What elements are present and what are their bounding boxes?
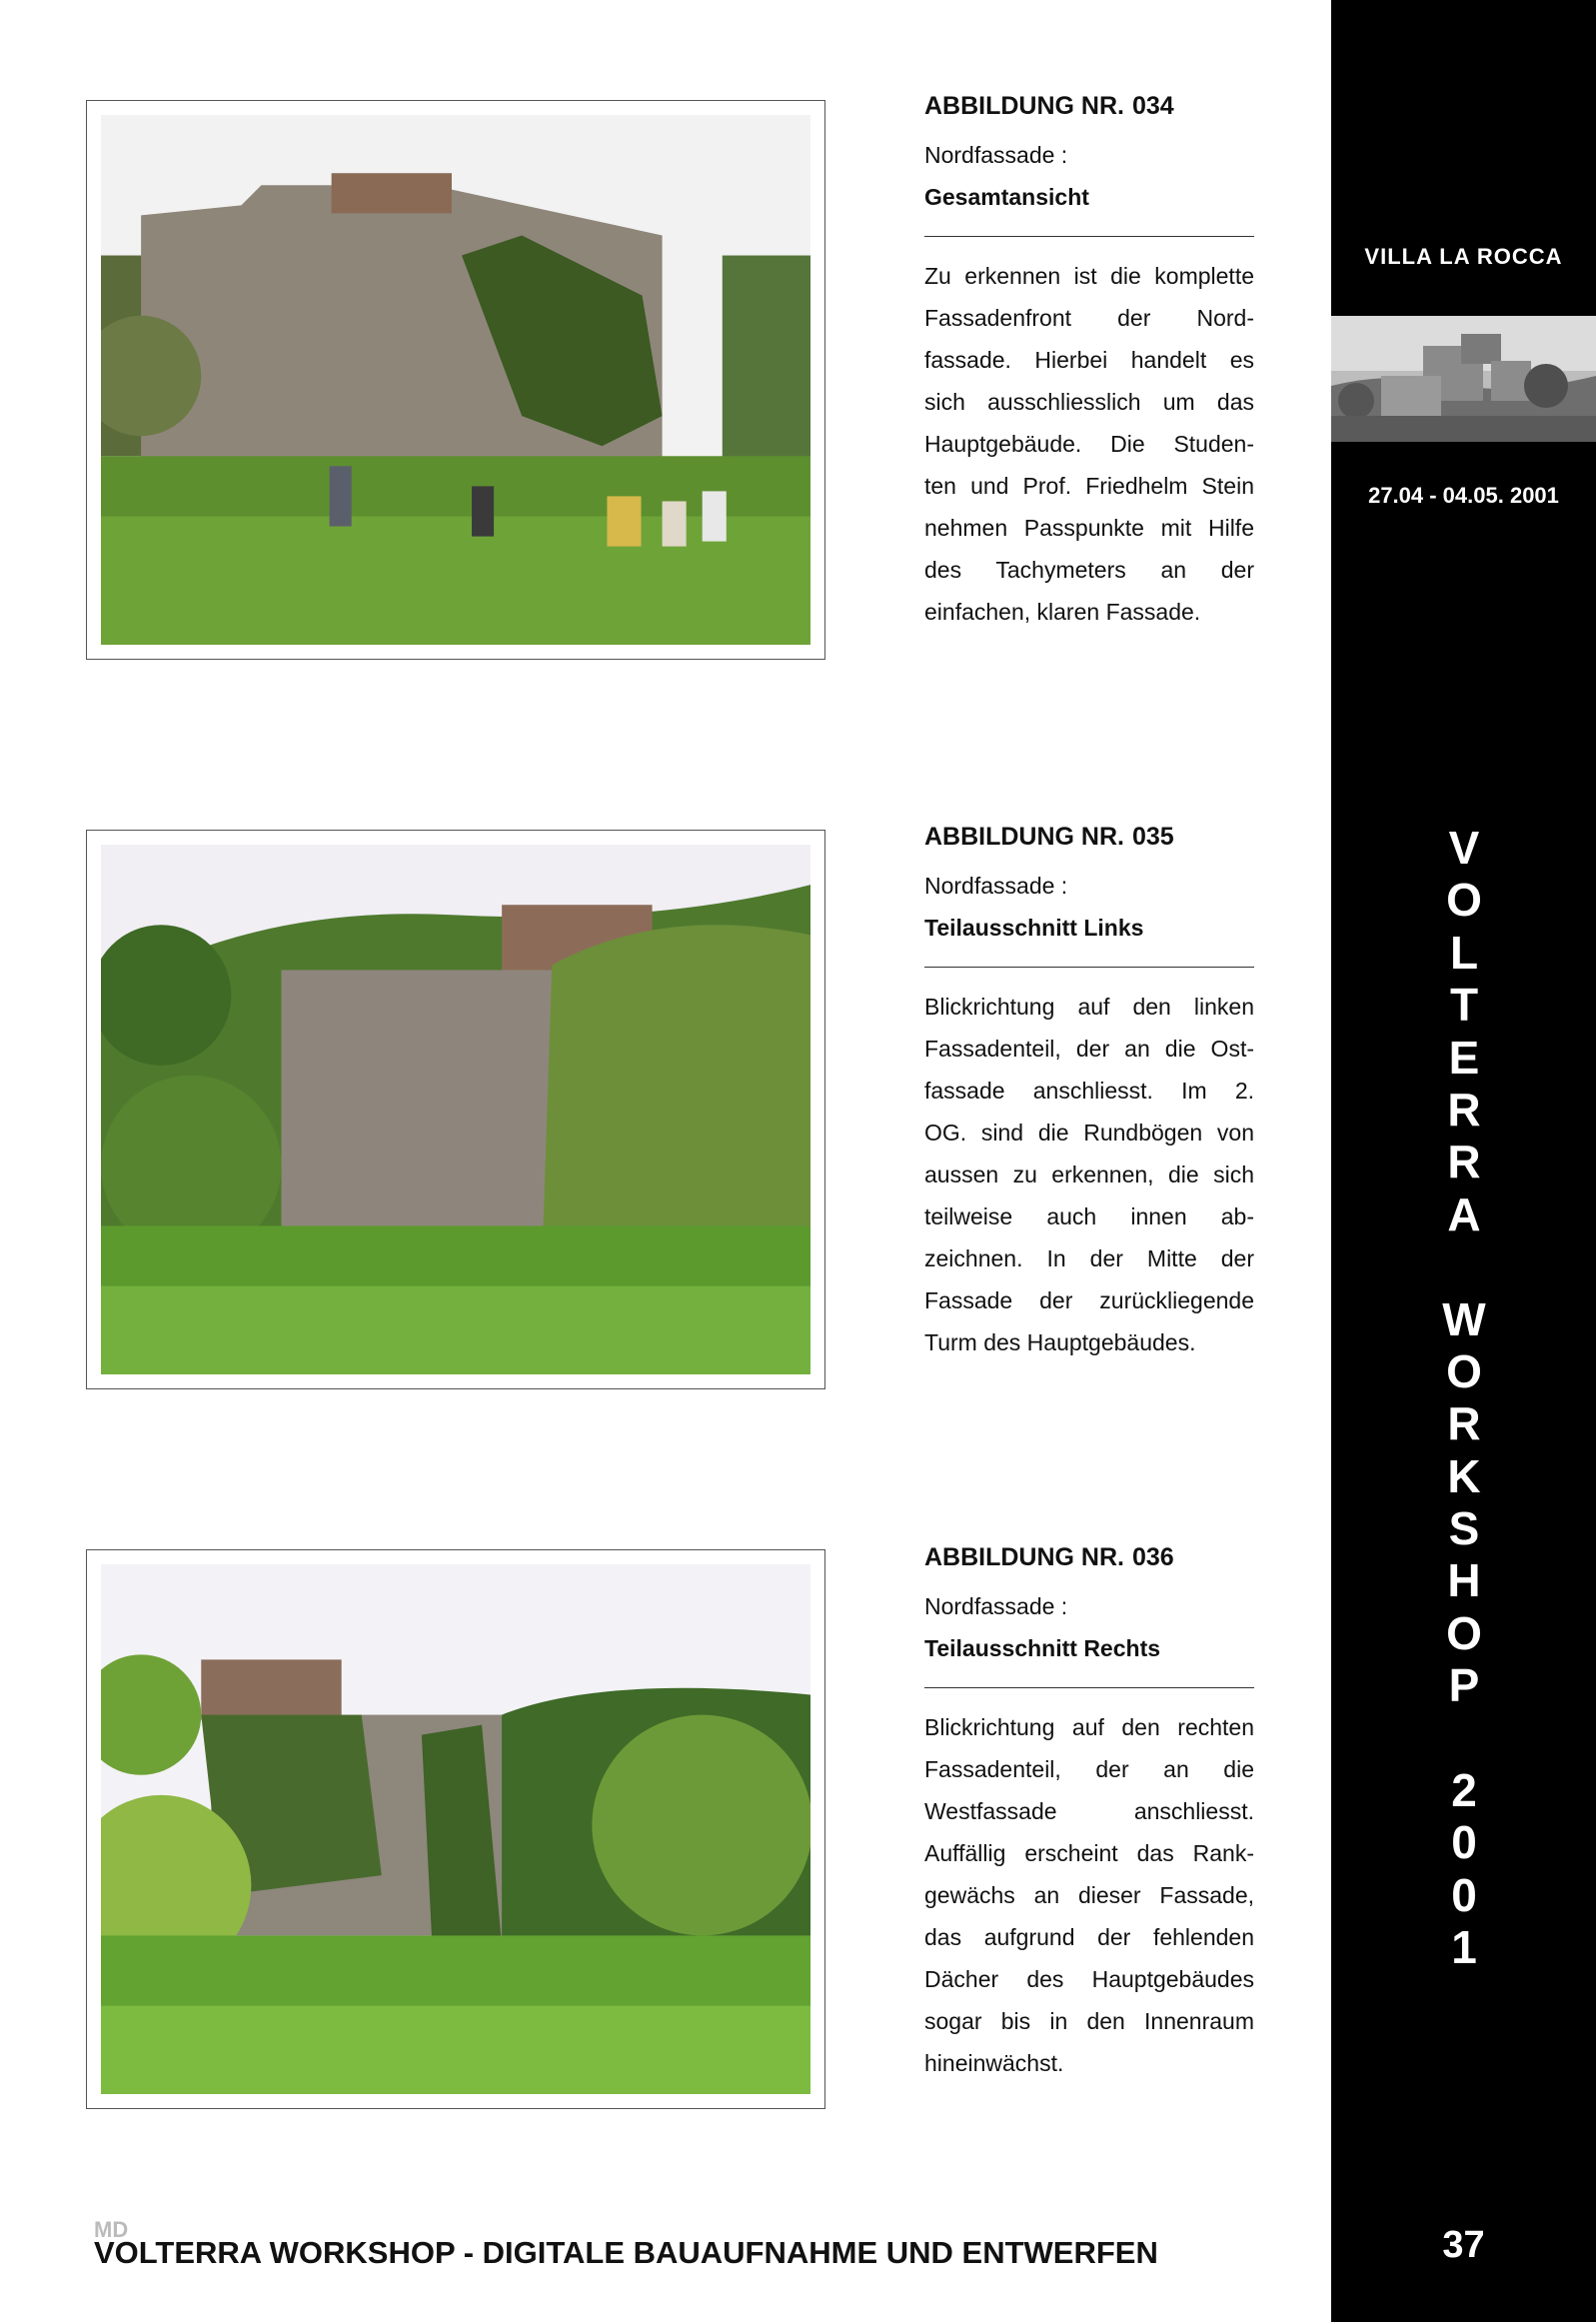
photo-034 (101, 115, 810, 645)
body-line: zeichnen. In der Mitte der (924, 1245, 1254, 1271)
footer-title: VOLTERRA WORKSHOP - DIGITALE BAUAUFNAHME UND ENTWERFEN (94, 2235, 1158, 2270)
figure-035-caption (924, 823, 1254, 1363)
divider (924, 236, 1254, 237)
vertical-letter: 0 (1451, 1868, 1477, 1921)
vertical-letter: E (1448, 1031, 1480, 1084)
body-line: das aufgrund der fehlenden (924, 1924, 1254, 1950)
body-line: des Tachymeters an der (924, 557, 1254, 583)
vertical-letter: W (1442, 1292, 1486, 1345)
sidebar-thumbnail-image (1331, 316, 1596, 442)
figure-body (924, 255, 1254, 633)
body-line: einfachen, klaren Fassade. (924, 599, 1201, 625)
vertical-letter: R (1447, 1397, 1481, 1450)
body-line: Zu erkennen ist die komplette (924, 263, 1254, 289)
vertical-letter: O (1446, 1344, 1482, 1397)
body-line: Dächer des Hauptgebäudes (924, 1966, 1254, 1992)
vertical-letter: 0 (1451, 1816, 1477, 1869)
vertical-letter: S (1448, 1502, 1480, 1555)
figure-subtitle: Teilausschnitt Links (924, 915, 1144, 941)
vertical-letter: H (1447, 1554, 1481, 1607)
figure-034-caption (924, 92, 1254, 633)
figure-title (924, 823, 1254, 863)
figure-label: ABBILDUNG NR. (924, 1543, 1124, 1571)
body-line: Blickrichtung auf den linken (924, 994, 1254, 1020)
photo-frame-035 (86, 830, 825, 1389)
vertical-letter: 2 (1451, 1764, 1477, 1817)
vertical-letter: 1 (1451, 1921, 1477, 1974)
vertical-letter: R (1447, 1083, 1481, 1136)
vertical-letter: L (1449, 926, 1479, 979)
body-line: aussen zu erkennen, die sich (924, 1161, 1254, 1187)
body-line: Fassadenteil, der an die Ost- (924, 1036, 1254, 1062)
figure-title (924, 1543, 1254, 1583)
figure-number: 035 (1132, 823, 1174, 851)
figure-body (924, 986, 1254, 1363)
figure-number: 036 (1132, 1543, 1174, 1571)
vertical-letter: P (1448, 1659, 1480, 1712)
vertical-letter: O (1446, 1606, 1482, 1659)
vertical-letter (1419, 1240, 1509, 1292)
figure-subtitle: Teilausschnitt Rechts (924, 1635, 1161, 1661)
footer-initials: MD (94, 2217, 129, 2242)
vertical-letter: R (1447, 1136, 1481, 1188)
body-line: Blickrichtung auf den rechten (924, 1714, 1254, 1740)
body-line: teilweise auch innen ab- (924, 1203, 1254, 1229)
body-line: gewächs an dieser Fassade, (924, 1882, 1254, 1908)
photo-035 (101, 845, 810, 1374)
body-line: Turm des Hauptgebäudes. (924, 1329, 1196, 1355)
figure-subtitle: Gesamtansicht (924, 184, 1089, 210)
body-line: nehmen Passpunkte mit Hilfe (924, 515, 1254, 541)
vertical-letter (1419, 1712, 1509, 1764)
vertical-letter: T (1449, 979, 1479, 1032)
figure-label: ABBILDUNG NR. (924, 92, 1124, 120)
body-line: hineinwächst. (924, 2050, 1064, 2076)
body-line: fassade anschliesst. Im 2. (924, 1078, 1254, 1104)
figure-label: ABBILDUNG NR. (924, 823, 1124, 851)
figure-number: 034 (1132, 92, 1174, 120)
body-line: sich ausschliesslich um das (924, 389, 1254, 415)
figure-view: Nordfassade : (924, 142, 1068, 168)
body-line: sogar bis in den Innenraum (924, 2008, 1254, 2034)
figure-title (924, 92, 1254, 132)
body-line: Westfassade anschliesst. (924, 1798, 1254, 1824)
vertical-letter: A (1447, 1187, 1481, 1240)
body-line: Fassadenteil, der an die (924, 1756, 1254, 1782)
figure-view: Nordfassade : (924, 1593, 1068, 1619)
figure-view: Nordfassade : (924, 873, 1068, 899)
vertical-letter: K (1447, 1449, 1481, 1502)
figure-036-caption (924, 1543, 1254, 2084)
body-line: ten und Prof. Friedhelm Stein (924, 473, 1254, 499)
photo-frame-036 (86, 1549, 825, 2109)
vertical-title (1419, 822, 1509, 1974)
body-line: OG. sind die Rundbögen von (924, 1120, 1254, 1146)
body-line: Hauptgebäude. Die Studen- (924, 431, 1254, 457)
divider (924, 967, 1254, 968)
body-line: Fassadenfront der Nord- (924, 305, 1254, 331)
body-line: Fassade der zurückliegende (924, 1287, 1254, 1313)
sidebar-date: 27.04 - 04.05. 2001 (1368, 483, 1559, 508)
body-line: fassade. Hierbei handelt es (924, 347, 1254, 373)
photo-036 (101, 1564, 810, 2094)
page-number: 37 (1442, 2224, 1485, 2266)
body-line: Auffällig erscheint das Rank- (924, 1840, 1254, 1866)
sidebar-title: VILLA LA ROCCA (1364, 244, 1563, 269)
photo-frame-034 (86, 100, 825, 660)
vertical-letter: O (1446, 874, 1482, 927)
figure-body (924, 1706, 1254, 2084)
divider (924, 1687, 1254, 1688)
vertical-letter: V (1448, 822, 1480, 874)
